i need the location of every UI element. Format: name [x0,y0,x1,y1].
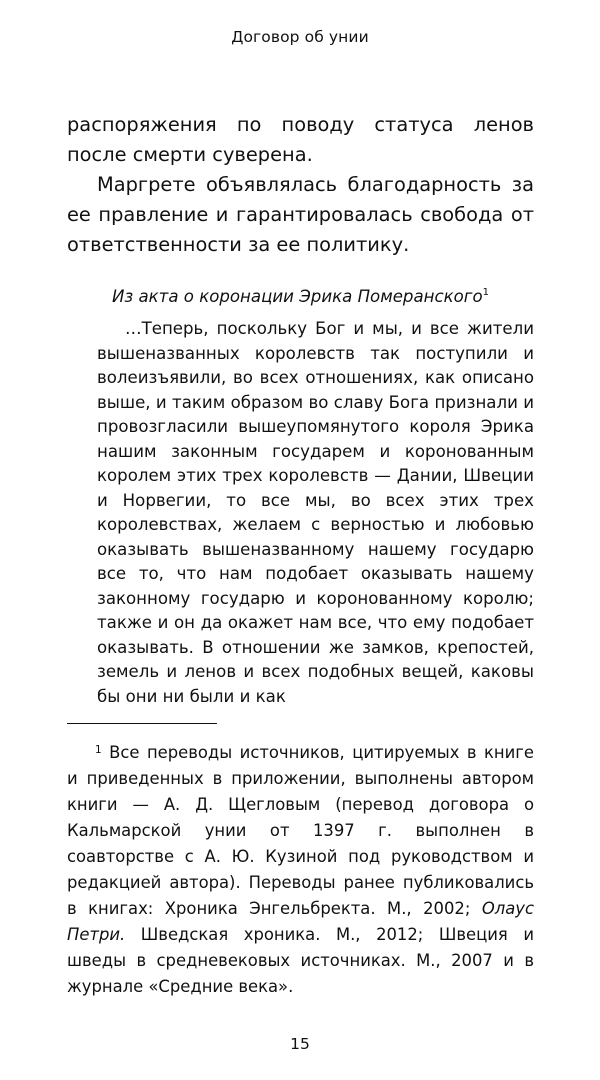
footnote-text-part2: Шведская хроника. М., 2012; Швеция и шведы в средневековых источниках. М., 2007 и в журнале «Средние века». [67,925,534,996]
body-paragraph-2: Маргрете объявлялась благодарность за ее правление и гарантировалась свобода от ответственности за ее политику. [67,173,534,256]
footnote-text-part1: Все переводы источников, цитируемых в книге и приведенных в приложении, выполнены автором книги — А. Д. Щегловым (перевод договора о Кальмарской унии от 1397 г. выполнен в соавторстве с А. Ю. Кузиной под руководством и редакцией автора). Переводы ранее публиковались в книгах: Хроника Энгельбректа. М., 2002; [67,743,534,918]
footnote [67,737,534,1000]
quote-block [97,317,534,709]
page-number: 15 [290,1035,310,1053]
footnote-divider [67,723,217,724]
main-text [67,110,534,260]
quote-heading-text: Из акта о коронации Эрика Померанского [111,287,483,306]
running-head: Договор об унии [231,28,369,46]
footnote-paragraph [67,737,534,1000]
footnote-mark: 1 [95,744,102,756]
quote-heading [67,282,534,308]
quote-paragraph: …Теперь, поскольку Бог и мы, и все жители вышеназванных королевств так поступили и волеизъявили, во всех отношениях, как описано выше, и таким образом во славу Бога признали и провозгласили вышеупомянутого короля Эрика нашим законным государем и коронованным королем этих трех королевств — Дании, Швеции и Норвегии, то все мы, во всех этих трех королевствах, желаем с верностью и любовью оказывать вышеназванному нашему государю все то, что нам подобает оказывать нашему законному государю и коронованному королю; также и он да окажет нам все, что ему подобает оказывать. В отношении же замков, крепостей, земель и ленов и всех подобных вещей, каковы бы они ни были и как [97,319,534,706]
footnote-author-italic: Олаус Петри. [67,899,534,944]
footnote-reference: 1 [482,287,490,298]
body-paragraph-1: распоряжения по поводу статуса ленов после смерти суверена. [67,113,534,166]
